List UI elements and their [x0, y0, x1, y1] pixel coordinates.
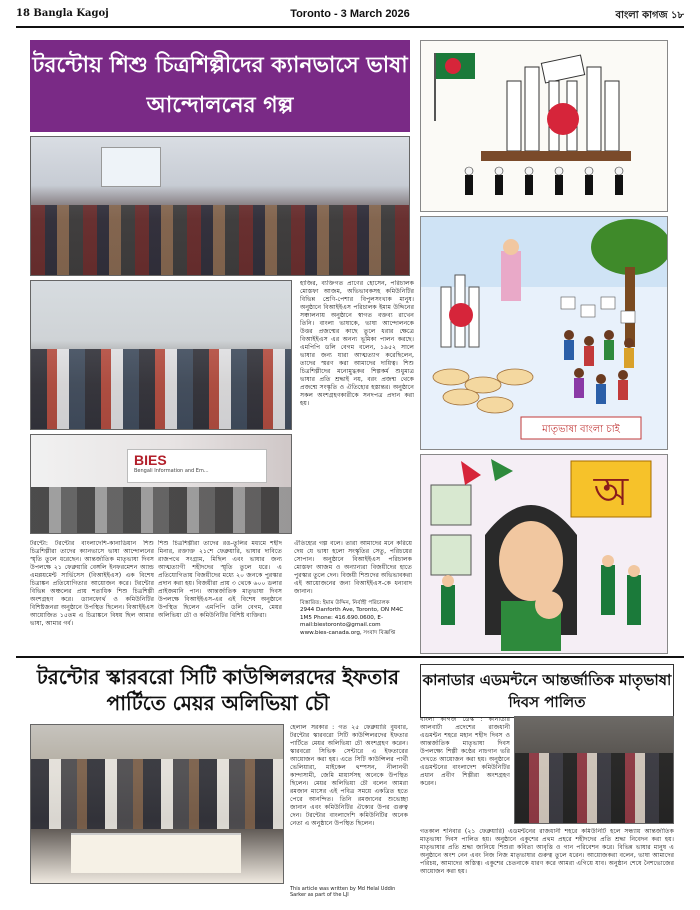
artwork-language-procession [420, 216, 668, 450]
header-rule [16, 26, 684, 28]
lji-credit: This article was written by Md Helal Uddin Sarker as part of the LJI [290, 886, 396, 898]
article-paragraph: বাংলা কাগজ ডেস্ক : কানাডার আলবার্টা প্রদেশের রাজধানী এডমন্টন শহরে মহান শহীদ দিবস ও আন্তর্জাতিক মাতৃভাষা দিবস উপলক্ষ্যে শিল্পী কণ্ঠের নাচগান ভরি দেখতে আয়োজন করা হয়। অনুষ্ঠানে এডমন্টনের বাংলাদেশ কমিউনিটির প্রধান প্রবীণ শিল্পীরা অংশগ্রহণ করেন। [420, 716, 510, 787]
page-header [16, 6, 684, 24]
award-group [31, 487, 291, 533]
edmonton-article-side [420, 716, 510, 824]
artwork-mother-letter [420, 454, 668, 654]
letter-glyph: অ [593, 469, 629, 515]
bies-tagline: Bengali Information and Em... [134, 468, 209, 474]
edmonton-group [515, 753, 673, 823]
projector-screen [101, 147, 161, 187]
article-paragraph: হেলাল সরকার : গত ২৫ ফেব্রুয়ারি বুধবার, টরন্টোর স্কারবরো সিটি কাউন্সিলরদের ইফতার পার্টিতে মেয়র অলিভিয়া চৌ অংশগ্রহণ করেন। স্কারবরো সিভিক সেন্টারে এ ইফতারের আয়োজন করা হয়। এতে সিটি কাউন্সিলর পার্থী ভেলিয়ারা, মাইকেল থম্পসন, নীলানথী কান্দাসামী, জেমি মায়ার্সসহ অনেকে উপস্থিত ছিলেন। মেয়র অলিভিয়া চৌ বলেন আমরা রমজান মাসের এই পবিত্র সময়ে একত্রিত হতে পেরে আনন্দিত। তিনি রমজানের শুভেচ্ছা জানান এবং কমিউনিটির ঐক্যের উপর গুরুত্ব দেন। টরন্টোর বাংলাদেশি কমিউনিটির অনেক নেতা এ অনুষ্ঠানে উপস্থিত ছিলেন। [290, 724, 408, 827]
iftar-photo [30, 724, 284, 884]
event-hall-photo [30, 136, 410, 276]
iftar-article [290, 724, 408, 884]
contact-address: 2944 Danforth Ave, Toronto, ON M4C 1M5 Phone: 416.690.0600, E-mail:biestoronto@gmail.com [300, 607, 404, 629]
article-paragraph: ঐতিহ্যের গল্প বলে। তারা আমাদের মনে করিয়ে দেয় যে ভাষা হলো সংস্কৃতির সেতু, পরিচয়ের সোপান। অনুষ্ঠানে বিআইইএস পরিচালক মোস্তফা আজম ও অন্যান্যরা বিজয়ীদের হাতে পুরস্কার তুলে দেন। বিজয়ী শিশুদের অভিভাবকরা এই আয়োজনের জন্য বিআইইএস-কে ধন্যবাদ জানান। [294, 540, 412, 595]
edition-dateline: Toronto - 3 March 2026 [290, 8, 410, 20]
bies-banner [127, 449, 267, 483]
iftar-guests [31, 759, 283, 829]
iftar-headline: টরন্টোর স্কারবরো সিটি কাউন্সিলরদের ইফতার পার্টিতে মেয়র অলিভিয়া চৌ [36, 665, 400, 715]
article-paragraph: শিশু চিত্রশিল্পীরা তাদের রঙ-তুলির মধ্যমে শহীদ মিনার, রক্তাক্ত ২১শে ফেব্রুয়ারি, ভাষার দাবিতে রাজপথে সংগ্রাম, মিছিল এবং ভাষার জন্য আত্মত্যাগী শহীদদের স্মৃতি তুলে ধরে। এ প্রতিযোগিতায় বিজয়ীদের মধ্যে ২০ জনকে পুরস্কার প্রদান করা হয়। বিজয়ীরা প্রায় ৩ থেকে ৬০০ ডলার প্রাইজমানি পান। আন্তর্জাতিক মাতৃভাষা দিবস উপলক্ষে বিআইইএস-এর এই বিশেষ অনুষ্ঠানে উপস্থিত ছিলেন এমপিপি ডলি বেগম, মেয়র অলিভিয়া চৌ ও কমিউনিটির বিশিষ্ট ব্যক্তিরা। [158, 540, 282, 619]
edmonton-article-bottom [420, 828, 674, 892]
contact-organizer: বিস্তারিত: ইমাম উদ্দিন, নির্বাহী পরিচালক [300, 600, 390, 606]
main-article-column-2 [158, 540, 282, 648]
section-rule [16, 656, 684, 658]
bies-award-photo [30, 434, 292, 534]
contact-website: www.bies-canada.org, সংবাদ বিজ্ঞপ্তি [300, 629, 396, 636]
contact-block [300, 600, 412, 637]
article-paragraph: টরন্টো: টরন্টোর বাংলাদেশি-কানাডিয়ান শিশু চিত্রশিল্পীরা তাদের ক্যানভাসে ভাষা আন্দোলনের স্মৃতি তুলে ধরেছেন। আন্তর্জাতিক মাতৃভাষা দিবস উপলক্ষে ২১ ফেব্রুয়ারি বেঙ্গলি ইনফরমেশন অ্যান্ড এমপ্লয়মেন্ট সার্ভিসেস (বিআইইএস) এক বিশেষ চিত্রাঙ্কন প্রতিযোগিতার আয়োজন করে। টরন্টোর বিভিন্ন অঞ্চলের প্রায় শতাধিক শিশু চিত্রশিল্পী অংশগ্রহণ করে। ড্যানফোর্থ ও কমিউনিটির বিশিষ্টজনরা অনুষ্ঠানে উপস্থিত ছিলেন। বিআইইএস আয়োজিত ১৫তম এ চিত্রাঙ্কনে বিষয় ছিল আমার ভাষা, আমার গর্ব। [30, 540, 154, 627]
article-paragraph: গতকাল শনিবার (২১ ফেব্রুয়ারি) এডমন্টনের রাজধানী শহরে কমিউনিটি হলে সন্ধ্যায় আন্তর্জাতিক মাতৃভাষা দিবস পালিত হয়। অনুষ্ঠানে একুশের প্রথম প্রহরে শহীদদের প্রতি শ্রদ্ধা নিবেদন করা হয়। মাতৃভাষার প্রতি শ্রদ্ধা জানিয়ে শিশুরা কবিতা আবৃত্তি ও গান পরিবেশন করে। বিভিন্ন ভাষার মানুষ এ অনুষ্ঠানে অংশ নেন এবং নিজ নিজ মাতৃভাষার গুরুত্ব তুলে ধরেন। আয়োজকরা বলেন, ভাষা আমাদের পরিচয়, আমাদের অস্তিত্ব। একুশের চেতনাকে ধারণ করে আমরা এগিয়ে যাব। অনুষ্ঠান শেষে নৈশভোজের আয়োজন করা হয়। [420, 828, 674, 875]
main-article-column-1 [30, 540, 154, 648]
page-number-left: 18 Bangla Kagoj [16, 8, 109, 19]
main-headline: টরন্টোয় শিশু চিত্রশিল্পীদের ক্যানভাসে ভাষা আন্দোলনের গল্প [30, 40, 410, 132]
artwork-caption: মাতৃভাষা বাংলা চাই [542, 424, 620, 435]
article-paragraph: হাজির, ব্যক্তিগত প্রাণের হোসেন, পরিচালক মোস্তফা আজম, অভিভাবকসহ কমিউনিটির বিভিন্ন শ্রেণি-পেশার বিপুলসংখ্যক মানুষ। অনুষ্ঠানে বিআইইএস পরিচালক ইমাম উদ্দিনের সঞ্চালনায় অনুষ্ঠানে স্বাগত বক্তব্য রাখেন তিনি। বাংলা ভাষাকে, ভাষা আন্দোলনকে উত্তর প্রজন্মের কাছে তুলে ধরার ক্ষেত্রে বিআইইএস এর অনন্য ভূমিকা পালন করছে। এমপিপি ডলি বেগম বলেন, ১৯৫২ সালে ভাষার জন্য যারা আত্মত্যাগ করেছিলেন, তাদের স্মরণ করা আমাদের দায়িত্ব। শিশু চিত্রশিল্পীদের মনোমুগ্ধকর শিল্পকর্ম শুধুমাত্র ভাষার প্রতি শ্রদ্ধাই নয়, বরং প্রজন্ম থেকে প্রজন্মে সংস্কৃতি ও ঐতিহ্যের হস্তান্তর। অনুষ্ঠানে সকল অংশগ্রহণকারীকে সনদপত্র প্রদান করা হয়। [300, 280, 414, 407]
edmonton-headline: কানাডার এডমন্টনে আন্তর্জাতিক মাতৃভাষা দিবস পালিত [420, 664, 674, 718]
page-number-right: বাংলা কাগজ ১৮ [615, 10, 684, 21]
artwork-shaheed-minar [420, 40, 668, 212]
edmonton-photo [514, 716, 674, 824]
audience [31, 205, 409, 275]
prize-giving-photo [30, 280, 292, 430]
iftar-table [71, 833, 241, 873]
children-group [31, 349, 291, 429]
bies-logo-text: BIES [134, 452, 167, 468]
